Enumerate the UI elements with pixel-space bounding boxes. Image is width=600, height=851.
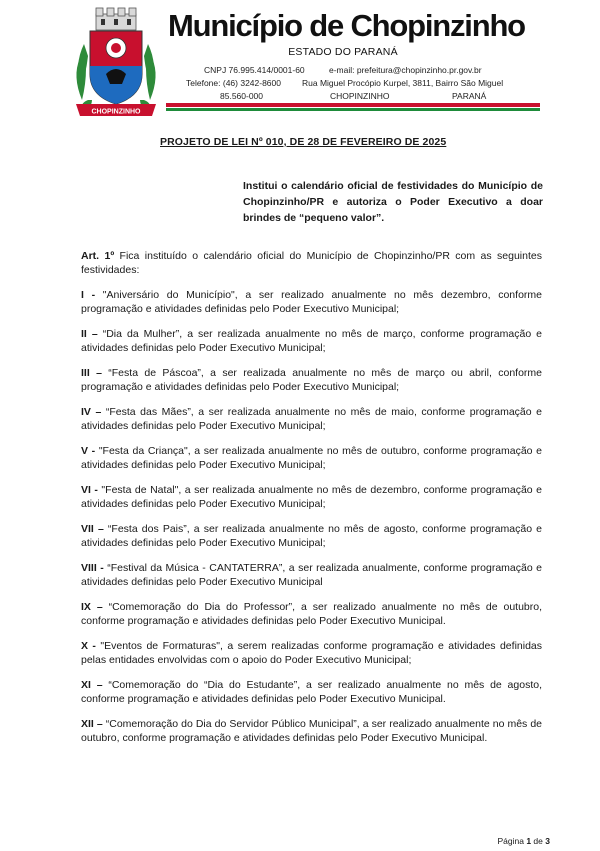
paragraph-text: “Festa dos Pais”, a ser realizada anualmente no mês de agosto, conforme programação e atividades definidas pelo Poder Executivo Municipal; xyxy=(81,523,542,549)
paragraph-lead: XI – xyxy=(81,679,103,691)
item-paragraph xyxy=(81,639,542,667)
item-paragraph xyxy=(81,483,542,511)
phone-text: Telefone: (46) 3242-8600 xyxy=(186,78,281,88)
paragraph-text: "Eventos de Formaturas", a serem realizadas conforme programação e atividades definidas pelas entidades envolvidas com o apoio do Poder Executivo Municipal; xyxy=(81,640,542,666)
paragraph-lead: VII – xyxy=(81,523,104,535)
law-summary: Institui o calendário oficial de festividades do Município de Chopinzinho/PR e autoriza o Poder Executivo a doar brindes de “pequeno valor”. xyxy=(243,180,543,224)
paragraph-lead: VIII - xyxy=(81,562,104,574)
mural-crown-icon xyxy=(96,8,136,30)
paragraph-text: Fica instituído o calendário oficial do Município de Chopinzinho/PR com as seguintes festividades: xyxy=(81,250,542,276)
paragraph-text: "Festa da Criança", a ser realizada anualmente no mês de outubro, conforme programação e atividades definidas pelo Poder Executivo Municipal; xyxy=(81,445,542,471)
paragraph-lead: III – xyxy=(81,367,102,379)
paragraph-text: “Comemoração do Dia do Professor”, a ser realizado anualmente no mês de outubro, conforme programação e atividades definidas pelo Poder Executivo Municipal. xyxy=(81,601,543,627)
cnpj-text: CNPJ 76.995.414/0001-60 xyxy=(204,65,305,75)
total-pages: 3 xyxy=(545,836,550,846)
page-label: Página xyxy=(497,836,524,846)
paragraph-text: “Festa das Mães”, a ser realizada anualmente no mês de maio, conforme programação e atividades definidas pelo Poder Executivo Municipal; xyxy=(81,406,542,432)
city-text: CHOPINZINHO xyxy=(330,91,390,101)
uf-text: PARANÁ xyxy=(452,91,487,101)
item-paragraph xyxy=(81,678,542,706)
svg-text:CHOPINZINHO: CHOPINZINHO xyxy=(91,108,141,116)
current-page: 1 xyxy=(526,836,532,846)
paragraph-lead: I - xyxy=(81,289,96,301)
page-of: de xyxy=(533,836,543,846)
item-paragraph xyxy=(81,327,542,355)
header-red-rule xyxy=(166,103,540,107)
law-title: PROJETO DE LEI Nº 010, DE 28 DE FEVEREIRO DE 2025 xyxy=(160,136,447,148)
municipality-title: Município de Chopinzinho xyxy=(168,8,525,43)
law-body xyxy=(81,249,542,756)
article-paragraph xyxy=(81,249,542,277)
municipal-crest-icon xyxy=(70,4,162,124)
item-paragraph xyxy=(81,405,542,433)
paragraph-lead: IX – xyxy=(81,601,103,613)
paragraph-text: “Festival da Música - CANTATERRA”, a ser realizada anualmente, conforme programação e atividades definidas pelo Poder Executivo Municipal xyxy=(81,562,543,588)
paragraph-text: "Aniversário do Município", a ser realizado anualmente no mês dezembro, conforme programação e atividades definidas pelo Poder Executivo Municipal; xyxy=(81,289,542,315)
paragraph-text: “Comemoração do Dia do Servidor Público Municipal”, a ser realizado anualmente no mês de outubro, conforme programação e atividades definidas pelo Poder Executivo Municipal. xyxy=(81,718,542,744)
paragraph-lead: X - xyxy=(81,640,96,652)
cep-text: 85.560-000 xyxy=(220,91,264,101)
address-text: Rua Miguel Procópio Kurpel, 3811, Bairro São Miguel xyxy=(302,78,504,88)
paragraph-lead: IV – xyxy=(81,406,102,418)
paragraph-lead: VI - xyxy=(81,484,98,496)
paragraph-lead: II – xyxy=(81,328,98,340)
email-text: e-mail: prefeitura@chopinzinho.pr.gov.br xyxy=(329,65,482,75)
paragraph-text: “Festa de Páscoa”, a ser realizada anualmente no mês de março ou abril, conforme programação e atividades definidas pelo Poder Executivo Municipal; xyxy=(81,367,542,393)
paragraph-lead: XII – xyxy=(81,718,103,730)
item-paragraph xyxy=(81,522,542,550)
item-paragraph xyxy=(81,600,542,628)
state-name: ESTADO DO PARANÁ xyxy=(288,46,398,58)
item-paragraph xyxy=(81,288,542,316)
paragraph-text: “Dia da Mulher”, a ser realizada anualmente no mês de março, conforme programação e atividades definidas pelo Poder Executivo Municipal; xyxy=(81,328,543,354)
paragraph-lead: Art. 1º xyxy=(81,250,115,262)
item-paragraph xyxy=(81,444,542,472)
paragraph-lead: V - xyxy=(81,445,96,457)
paragraph-text: “Comemoração do “Dia do Estudante”, a ser realizado anualmente no mês de agosto, conforme programação e atividades definidas pelo Poder Executivo Municipal. xyxy=(81,679,543,705)
item-paragraph xyxy=(81,717,542,745)
page-number xyxy=(497,836,550,846)
header-green-rule xyxy=(166,108,540,111)
paragraph-text: "Festa de Natal", a ser realizada anualmente no mês de dezembro, conforme programação e atividades definidas pelo Poder Executivo Municipal; xyxy=(81,484,542,510)
item-paragraph xyxy=(81,561,542,589)
item-paragraph xyxy=(81,366,542,394)
